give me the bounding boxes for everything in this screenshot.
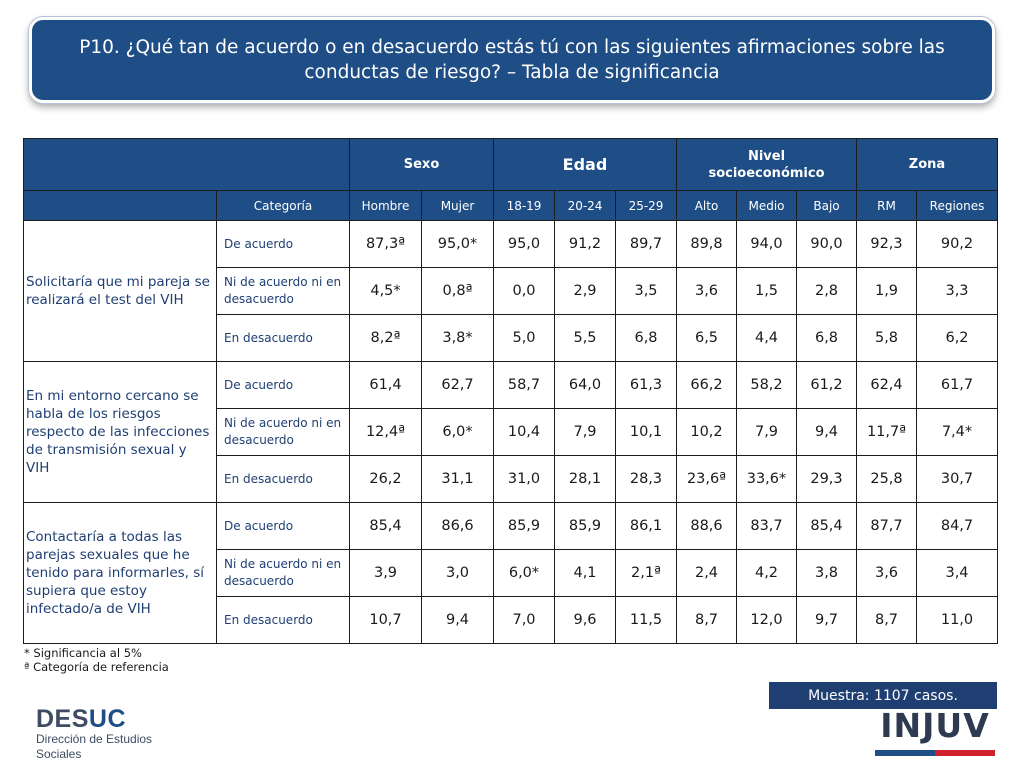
value-cell: 31,0 xyxy=(494,456,555,503)
col-rm: RM xyxy=(857,191,917,221)
value-cell: 23,6ª xyxy=(677,456,737,503)
value-cell: 9,6 xyxy=(555,597,616,644)
category-cell: En desacuerdo xyxy=(217,456,350,503)
value-cell: 10,1 xyxy=(616,409,677,456)
value-cell: 58,7 xyxy=(494,362,555,409)
value-cell: 92,3 xyxy=(857,221,917,268)
value-cell: 4,2 xyxy=(737,550,797,597)
value-cell: 29,3 xyxy=(797,456,857,503)
statement-cell: Contactaría a todas las parejas sexuales que he tenido para informarles, sí supiera que estoy infectado/a de VIH xyxy=(24,503,217,644)
group-header-row xyxy=(24,139,998,191)
value-cell: 2,1ª xyxy=(616,550,677,597)
value-cell: 0,0 xyxy=(494,268,555,315)
value-cell: 88,6 xyxy=(677,503,737,550)
category-cell: En desacuerdo xyxy=(217,315,350,362)
category-cell: En desacuerdo xyxy=(217,597,350,644)
slide-title-text: P10. ¿Qué tan de acuerdo o en desacuerdo estás tú con las siguientes afirmaciones sobre las conductas de riesgo? – Tabla de significancia xyxy=(79,37,945,83)
header-categoria: Categoría xyxy=(217,191,350,221)
table-row xyxy=(24,503,998,550)
value-cell: 3,6 xyxy=(857,550,917,597)
value-cell: 4,1 xyxy=(555,550,616,597)
group-nse: Nivel socioeconómico xyxy=(677,139,857,191)
value-cell: 90,0 xyxy=(797,221,857,268)
value-cell: 2,8 xyxy=(797,268,857,315)
footnotes xyxy=(24,646,169,674)
desuc-subtitle-line2: Sociales xyxy=(36,747,82,761)
injuv-logo xyxy=(875,708,995,756)
header-corner xyxy=(24,139,350,191)
col-bajo: Bajo xyxy=(797,191,857,221)
value-cell: 5,0 xyxy=(494,315,555,362)
value-cell: 89,8 xyxy=(677,221,737,268)
value-cell: 11,7ª xyxy=(857,409,917,456)
value-cell: 6,0* xyxy=(422,409,494,456)
col-regiones: Regiones xyxy=(917,191,998,221)
value-cell: 91,2 xyxy=(555,221,616,268)
value-cell: 7,9 xyxy=(555,409,616,456)
value-cell: 85,4 xyxy=(350,503,422,550)
value-cell: 11,5 xyxy=(616,597,677,644)
value-cell: 86,1 xyxy=(616,503,677,550)
value-cell: 9,7 xyxy=(797,597,857,644)
value-cell: 66,2 xyxy=(677,362,737,409)
value-cell: 61,4 xyxy=(350,362,422,409)
desuc-logo xyxy=(36,706,152,762)
value-cell: 6,2 xyxy=(917,315,998,362)
value-cell: 8,7 xyxy=(677,597,737,644)
value-cell: 0,8ª xyxy=(422,268,494,315)
value-cell: 7,9 xyxy=(737,409,797,456)
value-cell: 26,2 xyxy=(350,456,422,503)
group-sexo: Sexo xyxy=(350,139,494,191)
value-cell: 3,5 xyxy=(616,268,677,315)
category-cell: Ni de acuerdo ni en desacuerdo xyxy=(217,409,350,456)
value-cell: 86,6 xyxy=(422,503,494,550)
col-20-24: 20-24 xyxy=(555,191,616,221)
value-cell: 95,0 xyxy=(494,221,555,268)
value-cell: 30,7 xyxy=(917,456,998,503)
table-row xyxy=(24,221,998,268)
value-cell: 84,7 xyxy=(917,503,998,550)
injuv-wordmark: INJUV xyxy=(880,706,990,745)
value-cell: 83,7 xyxy=(737,503,797,550)
value-cell: 3,8 xyxy=(797,550,857,597)
value-cell: 85,9 xyxy=(494,503,555,550)
value-cell: 3,3 xyxy=(917,268,998,315)
value-cell: 7,4* xyxy=(917,409,998,456)
value-cell: 87,3ª xyxy=(350,221,422,268)
value-cell: 62,4 xyxy=(857,362,917,409)
statement-cell: Solicitaría que mi pareja se realizará el test del VIH xyxy=(24,221,217,362)
desuc-wordmark xyxy=(36,706,152,732)
value-cell: 11,0 xyxy=(917,597,998,644)
slide-title xyxy=(29,17,995,103)
header-blank xyxy=(24,191,217,221)
value-cell: 6,8 xyxy=(616,315,677,362)
column-header-row xyxy=(24,191,998,221)
value-cell: 3,6 xyxy=(677,268,737,315)
value-cell: 10,4 xyxy=(494,409,555,456)
value-cell: 5,8 xyxy=(857,315,917,362)
value-cell: 10,2 xyxy=(677,409,737,456)
value-cell: 4,4 xyxy=(737,315,797,362)
desuc-wordmark-part1: DES xyxy=(36,705,89,733)
group-zona: Zona xyxy=(857,139,998,191)
table-row xyxy=(24,362,998,409)
value-cell: 94,0 xyxy=(737,221,797,268)
value-cell: 28,3 xyxy=(616,456,677,503)
col-25-29: 25-29 xyxy=(616,191,677,221)
flag-stripe xyxy=(875,750,995,756)
value-cell: 31,1 xyxy=(422,456,494,503)
category-cell: De acuerdo xyxy=(217,362,350,409)
note-significance: * Significancia al 5% xyxy=(24,646,142,660)
value-cell: 85,9 xyxy=(555,503,616,550)
value-cell: 6,8 xyxy=(797,315,857,362)
value-cell: 90,2 xyxy=(917,221,998,268)
value-cell: 2,9 xyxy=(555,268,616,315)
category-cell: De acuerdo xyxy=(217,503,350,550)
category-cell: Ni de acuerdo ni en desacuerdo xyxy=(217,268,350,315)
col-alto: Alto xyxy=(677,191,737,221)
value-cell: 8,7 xyxy=(857,597,917,644)
value-cell: 89,7 xyxy=(616,221,677,268)
flag-stripe-red xyxy=(935,750,995,756)
group-edad: Edad xyxy=(494,139,677,191)
value-cell: 64,0 xyxy=(555,362,616,409)
col-mujer: Mujer xyxy=(422,191,494,221)
note-reference: ª Categoría de referencia xyxy=(24,660,169,674)
value-cell: 10,7 xyxy=(350,597,422,644)
value-cell: 28,1 xyxy=(555,456,616,503)
value-cell: 12,4ª xyxy=(350,409,422,456)
col-18-19: 18-19 xyxy=(494,191,555,221)
value-cell: 9,4 xyxy=(422,597,494,644)
value-cell: 1,9 xyxy=(857,268,917,315)
significance-table xyxy=(23,138,998,644)
value-cell: 61,2 xyxy=(797,362,857,409)
value-cell: 3,9 xyxy=(350,550,422,597)
value-cell: 58,2 xyxy=(737,362,797,409)
value-cell: 4,5* xyxy=(350,268,422,315)
sample-text: Muestra: 1107 casos. xyxy=(808,687,958,704)
value-cell: 61,7 xyxy=(917,362,998,409)
value-cell: 33,6* xyxy=(737,456,797,503)
value-cell: 6,5 xyxy=(677,315,737,362)
category-cell: Ni de acuerdo ni en desacuerdo xyxy=(217,550,350,597)
value-cell: 61,3 xyxy=(616,362,677,409)
value-cell: 5,5 xyxy=(555,315,616,362)
value-cell: 6,0* xyxy=(494,550,555,597)
value-cell: 85,4 xyxy=(797,503,857,550)
desuc-subtitle-line1: Dirección de Estudios xyxy=(36,732,153,746)
value-cell: 7,0 xyxy=(494,597,555,644)
col-medio: Medio xyxy=(737,191,797,221)
value-cell: 3,4 xyxy=(917,550,998,597)
sample-badge xyxy=(769,682,997,709)
category-cell: De acuerdo xyxy=(217,221,350,268)
value-cell: 3,0 xyxy=(422,550,494,597)
desuc-wordmark-part2: UC xyxy=(88,705,127,733)
value-cell: 2,4 xyxy=(677,550,737,597)
col-hombre: Hombre xyxy=(350,191,422,221)
value-cell: 1,5 xyxy=(737,268,797,315)
value-cell: 95,0* xyxy=(422,221,494,268)
value-cell: 12,0 xyxy=(737,597,797,644)
value-cell: 8,2ª xyxy=(350,315,422,362)
value-cell: 87,7 xyxy=(857,503,917,550)
value-cell: 9,4 xyxy=(797,409,857,456)
statement-cell: En mi entorno cercano se habla de los riesgos respecto de las infecciones de transmisión sexual y VIH xyxy=(24,362,217,503)
value-cell: 3,8* xyxy=(422,315,494,362)
value-cell: 62,7 xyxy=(422,362,494,409)
value-cell: 25,8 xyxy=(857,456,917,503)
flag-stripe-blue xyxy=(875,750,935,756)
